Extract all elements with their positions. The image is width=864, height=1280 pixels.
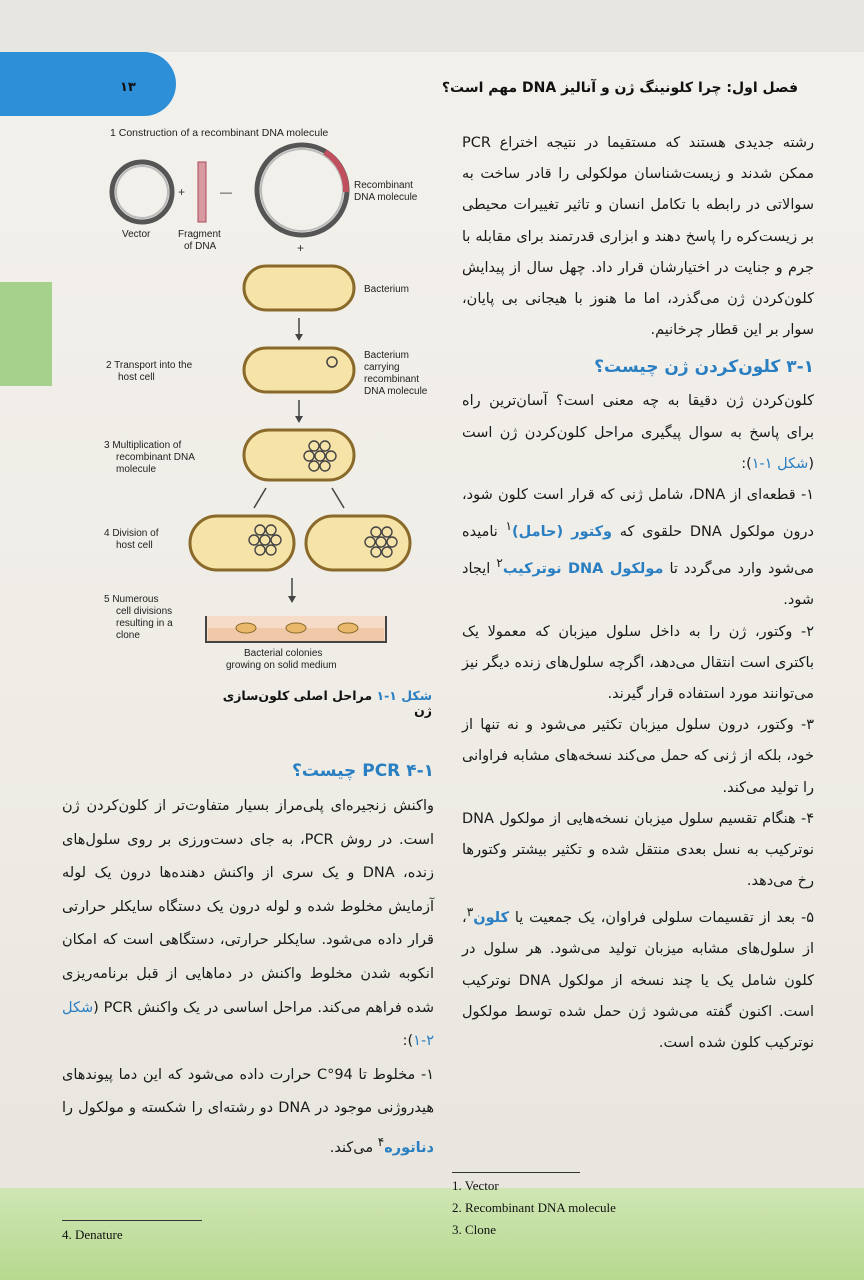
figure-caption bbox=[206, 688, 432, 718]
step-item-4: ۴- هنگام تقسیم سلول میزبان نسخه‌هایی از مولکول DNA نوترکیب به نسل بعدی منتقل شده و تکثیر بیشتر وکتورها رخ می‌دهد. bbox=[462, 810, 814, 890]
bacterium-carrying bbox=[244, 348, 354, 392]
pcr-item1-text-a: ۱- مخلوط تا 94°C حرارت داده می‌شود که این دما پیوندهای هیدروژنی موجود در DNA دو رشته‌ای را شکسته و مولکول را bbox=[62, 1066, 434, 1117]
caption-text: مراحل اصلی کلون‌سازی ژن bbox=[222, 688, 432, 718]
footnote-mark-1: ۱ bbox=[505, 519, 513, 534]
fig-step4-1: 4 Division of bbox=[104, 528, 159, 539]
section-heading-pcr: ۴-۱ PCR چیست؟ bbox=[291, 761, 434, 781]
step-item-5 bbox=[462, 897, 814, 1059]
item1-text-a: ۱- قطعه‌ای از DNA، شامل ژنی که قرار است کلون شود، درون مولکول DNA حلقوی که bbox=[462, 487, 815, 541]
fig-plus-1: + bbox=[178, 185, 186, 199]
footnotes-right bbox=[452, 1172, 782, 1241]
footnote-mark-3: ۳ bbox=[466, 905, 474, 920]
fig-step3-1: 3 Multiplication of bbox=[104, 440, 182, 451]
pcr-text: واکنش زنجیره‌ای پلی‌مراز بسیار متفاوت‌تر از کلون‌کردن ژن است. در روش PCR، به جای دست‌ورزی بر روی سلول‌های زنده، DNA و یک سری از واکنش دهنده‌ها درون یک لوله آزمایش مخلوط شده و لوله درون یک دستگاه سایکلر حرارتی قرار داده می‌شود. سایکلر حرارتی، دستگاهی است که امکان انکوبه شدن مخلوط واکنش در دماهایی از قبل برنامه‌ریزی شده فراهم می‌کند. مراحل اساسی در یک واکنش PCR ( bbox=[62, 798, 434, 1016]
section-heading-cloning: ۳-۱ کلون‌کردن ژن چیست؟ bbox=[594, 357, 814, 378]
question-paragraph bbox=[462, 386, 814, 480]
footnote-left: 4. Denature bbox=[62, 1220, 202, 1243]
bacterium-multiplying bbox=[244, 430, 354, 480]
petri-dish bbox=[206, 616, 386, 642]
term-clone: کلون bbox=[473, 910, 510, 927]
label-carrying-3: recombinant bbox=[364, 374, 420, 385]
daughter-cell-right bbox=[306, 516, 410, 570]
label-colonies-2: growing on solid medium bbox=[226, 660, 337, 671]
label-bacterium: Bacterium bbox=[364, 284, 410, 295]
footnote-3: 3. Clone bbox=[452, 1222, 497, 1237]
daughter-cell-left bbox=[190, 516, 294, 570]
right-column bbox=[462, 128, 814, 1059]
footnote-mark-2: ۲ bbox=[496, 556, 503, 571]
step-item-1 bbox=[462, 480, 814, 616]
figure-ref-1[interactable]: شکل ۱-۱ bbox=[751, 455, 809, 472]
recombinant-plasmid bbox=[257, 145, 347, 235]
fig-step5-1: 5 Numerous bbox=[104, 594, 159, 605]
term-recombinant: مولکول DNA نوترکیب bbox=[502, 561, 664, 578]
pcr-paragraph bbox=[62, 790, 434, 1059]
caption-label: شکل ۱-۱ bbox=[376, 688, 432, 703]
question-text: کلون‌کردن ژن دقیقا به چه معنی است؟ آسان‌ترین راه برای پاسخ به سوال پیگیری مراحل کلون‌کردن ژن است ( bbox=[462, 393, 814, 472]
fig-plus-2: + bbox=[297, 241, 305, 255]
item5-text-b: ، از سلول‌های مشابه میزبان تولید می‌شود. هر سلول در کلون شامل یک یا چند نسخه از مولکول DNA نوترکیب است. اکنون گفته می‌شود ژن حمل شده توسط مولکول نوترکیب کلون شده است. bbox=[462, 910, 814, 1051]
fig-step2-1: 2 Transport into the bbox=[106, 360, 193, 371]
chapter-header: فصل اول: چرا کلونینگ ژن و آنالیز DNA مهم است؟ bbox=[441, 80, 798, 96]
question-tail: ): bbox=[741, 455, 752, 472]
label-fragment-2: of DNA bbox=[184, 241, 217, 252]
item1-text-b: نامیده می‌شود وارد می‌گردد تا bbox=[462, 524, 815, 578]
label-carrying-2: carrying bbox=[364, 362, 400, 373]
footnote-2: 2. Recombinant DNA molecule bbox=[452, 1200, 616, 1215]
label-carrying-4: DNA molecule bbox=[364, 386, 428, 397]
label-carrying-1: Bacterium bbox=[364, 350, 410, 361]
footnote-rule bbox=[452, 1172, 580, 1173]
item1-text-c: ایجاد شود. bbox=[462, 561, 814, 609]
fig-step3-3: molecule bbox=[116, 464, 157, 475]
footnote-mark-4: ۴ bbox=[377, 1134, 385, 1149]
label-vector: Vector bbox=[122, 229, 151, 240]
label-fragment-1: Fragment bbox=[178, 229, 221, 240]
fig-step1: 1 Construction of a recombinant DNA molecule bbox=[110, 127, 329, 139]
side-tab bbox=[0, 282, 52, 386]
fig-dash: — bbox=[220, 185, 232, 199]
label-recombinant-1: Recombinant bbox=[354, 180, 413, 191]
fig-step3-2: recombinant DNA bbox=[116, 452, 195, 463]
term-vector: وکتور (حامل) bbox=[512, 524, 613, 541]
figure-ref-2[interactable]: شکل ۲-۱ bbox=[62, 999, 434, 1050]
pcr-item-1 bbox=[62, 1059, 434, 1166]
item5-text-a: ۵- بعد از تقسیمات سلولی فراوان، یک جمعیت یا bbox=[509, 910, 814, 927]
pcr-tail: ): bbox=[402, 1033, 414, 1050]
page-number-tab bbox=[0, 52, 176, 116]
bacterium bbox=[244, 266, 354, 310]
cloning-figure bbox=[96, 120, 456, 680]
intro-paragraph: رشته جدیدی هستند که مستقیما در نتیجه اختراع PCR ممکن شدند و زیست‌شناسان مولکولی را قادر ساخت به سوالاتی در رابطه با تکامل انسان و تاثیر تغییرات محیطی بر زیست‌کره را پاسخ دهند و ابزاری قدرتمند برای مقابله با جرم و جنایت در اختیارشان قرار داد. چهل سال از پیدایش کلون‌کردن ژن می‌گذرد، اما ما هنوز با هیجانی بی پایان، سوار بر این قطار چرخانیم. bbox=[462, 135, 814, 339]
top-strip bbox=[0, 0, 864, 52]
page-number: ۱۳ bbox=[120, 80, 136, 95]
step-item-3: ۳- وکتور، درون سلول میزبان تکثیر می‌شود و نه تنها از خود، بلکه از ژنی که حمل می‌کند نسخه‌های مشابه فراوانی را تولید می‌کند. bbox=[462, 717, 814, 796]
term-denature: دناتوره bbox=[384, 1139, 434, 1156]
fig-step5-2: cell divisions bbox=[116, 606, 173, 617]
label-colonies-1: Bacterial colonies bbox=[244, 648, 323, 659]
footnote-1: 1. Vector bbox=[452, 1178, 499, 1193]
left-column bbox=[62, 750, 434, 1165]
fig-step5-4: clone bbox=[116, 630, 140, 641]
step-item-2: ۲- وکتور، ژن را به داخل سلول میزبان که معمولا یک باکتری است انتقال می‌دهد، اگرچه سلول‌های زنده دیگر نیز می‌توانند مورد استفاده قرار گیرند. bbox=[462, 623, 814, 702]
fig-step2-2: host cell bbox=[118, 372, 155, 383]
label-recombinant-2: DNA molecule bbox=[354, 192, 418, 203]
fig-step4-2: host cell bbox=[116, 540, 153, 551]
vector-plasmid bbox=[112, 162, 172, 222]
dna-fragment bbox=[198, 162, 206, 222]
pcr-item1-text-b: می‌کند. bbox=[329, 1139, 378, 1156]
fig-step5-3: resulting in a bbox=[116, 618, 173, 629]
